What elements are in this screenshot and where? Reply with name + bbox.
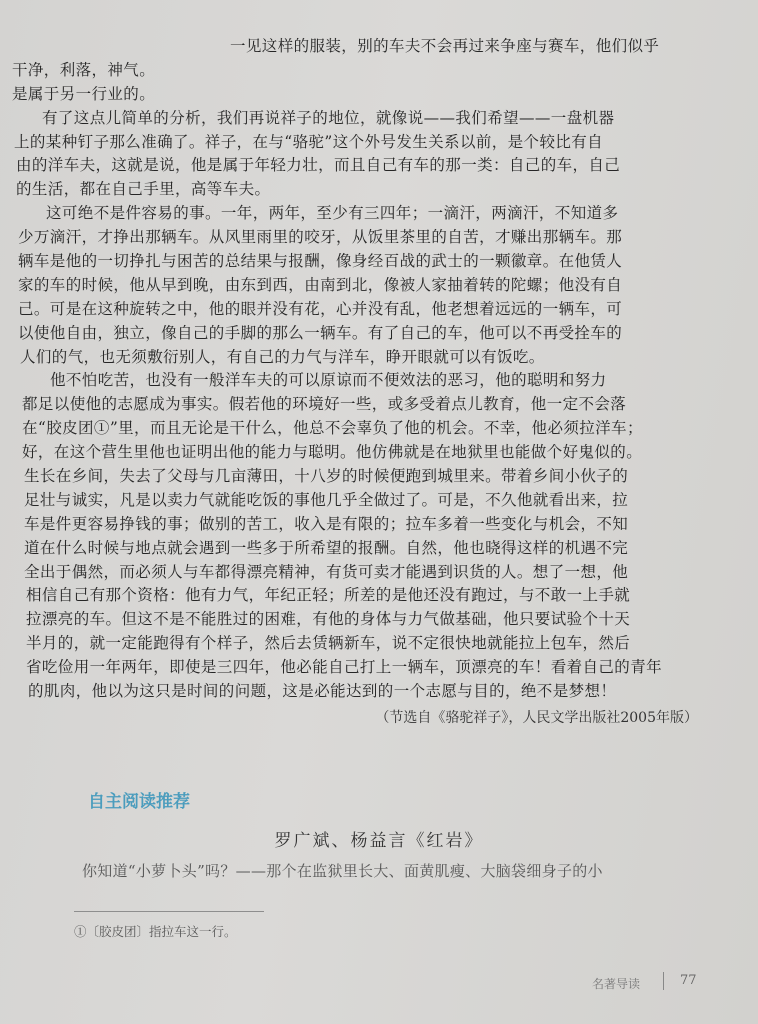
excerpt-line-15: 他不怕吃苦，也没有一般洋车夫的可以原谅而不便效法的恶习，他的聪明和努力 xyxy=(50,371,607,390)
excerpt-line-5: 上的某种钉子那么准确了。祥子，在与“骆驼”这个外号发生关系以前，是个较比有自 xyxy=(14,132,604,151)
recommendation-title: 罗广斌、杨益言《红岩》 xyxy=(274,831,484,851)
excerpt-line-19: 生长在乡间，失去了父母与几亩薄田，十八岁的时候便跑到城里来。带着乡间小伙子的 xyxy=(24,467,629,485)
excerpt-line-28: 的肌肉，他以为这只是时间的问题，这是必能达到的一个志愿与目的，绝不是梦想！ xyxy=(28,682,617,700)
footer-label: 名著导读 xyxy=(592,977,641,991)
excerpt-line-24: 相信自己有那个资格：他有力气，年纪正轻；所差的是他还没有跑过，与不敢一上手就 xyxy=(26,586,631,605)
section-heading: 自主阅读推荐 xyxy=(88,792,190,812)
excerpt-line-3: 是属于另一行业的。 xyxy=(12,84,156,103)
excerpt-line-22: 道在什么时候与地点就会遇到一些多于所希望的报酬。自然，他也晓得这样的机遇不完 xyxy=(24,538,629,557)
excerpt-line-2: 干净，利落，神气。 xyxy=(12,60,156,79)
excerpt-line-10: 辆车是他的一切挣扎与困苦的总结果与报酬，像身经百战的武士的一颗徽章。在他赁人 xyxy=(18,252,623,270)
source-note: （节选自《骆驼祥子》，人民文学出版社2005年版） xyxy=(375,710,698,726)
excerpt-line-23: 全出于偶然，而必须人与车都得漂亮精神，有货可卖才能遇到识货的人。想了一想，他 xyxy=(24,562,629,581)
excerpt-line-17: 在“胶皮团①”里，而且无论是干什么，他总不会辜负了他的机会。不幸，他必须拉洋车； xyxy=(22,419,643,438)
excerpt-line-13: 以使他自由，独立，像自己的手脚的那么一辆车。有了自己的车，他可以不再受拴车的 xyxy=(18,323,623,342)
excerpt-line-11: 家的车的时候，他从早到晚，由东到西，由南到北，像被人家抽着转的陀螺；他没有自 xyxy=(18,275,623,294)
excerpt-line-27: 省吃俭用一年两年，即使是三四年，他必能自己打上一辆车，顶漂亮的车！看着自己的青年 xyxy=(26,658,663,677)
excerpt-line-21: 车是件更容易挣钱的事；做别的苦工，收入是有限的；拉车多着一些变化与机会，不知 xyxy=(24,514,629,533)
excerpt-line-16: 都足以使他的志愿成为事实。假若他的环境好一些，或多受着点儿教育，他一定不会落 xyxy=(22,395,627,414)
excerpt-line-20: 足壮与诚实，凡是以卖力气就能吃饭的事他几乎全做过了。可是，不久他就看出来，拉 xyxy=(24,490,629,509)
footer-separator xyxy=(663,972,664,990)
excerpt-line-18: 好，在这个营生里他也证明出他的能力与聪明。他仿佛就是在地狱里也能做个好鬼似的。 xyxy=(22,443,643,462)
excerpt-line-26: 半月的，就一定能跑得有个样子，然后去赁辆新车，说不定很快地就能拉上包车，然后 xyxy=(26,634,631,653)
excerpt-line-14: 人们的气，也无须敷衍别人，有自己的力气与洋车，睁开眼就可以有饭吃。 xyxy=(20,347,545,366)
excerpt-line-12: 己。可是在这种旋转之中，他的眼并没有花，心并没有乱，他老想着远远的一辆车，可 xyxy=(18,299,623,318)
excerpt-line-8: 这可绝不是件容易的事。一年，两年，至少有三四年；一滴汗，两滴汗，不知道多 xyxy=(46,204,619,223)
footnote-divider xyxy=(74,911,264,912)
footnote: ①〔胶皮团〕指拉车这一行。 xyxy=(74,924,237,939)
recommendation-text: 你知道“小萝卜头”吗？——那个在监狱里长大、面黄肌瘦、大脑袋细身子的小 xyxy=(82,862,603,880)
excerpt-line-25: 拉漂亮的车。但这不是不能胜过的困难，有他的身体与力气做基础，他只要试验个十天 xyxy=(26,610,631,629)
excerpt-line-1: 一见这样的服装，别的车夫不会再过来争座与赛车，他们似乎 xyxy=(230,37,660,55)
page-number: 77 xyxy=(680,973,697,988)
excerpt-line-7: 的生活，都在自己手里，高等车夫。 xyxy=(16,180,271,199)
excerpt-line-9: 少万滴汗，才挣出那辆车。从风里雨里的咬牙，从饭里茶里的自苦，才赚出那辆车。那 xyxy=(18,228,623,247)
excerpt-line-6: 由的洋车夫，这就是说，他是属于年轻力壮，而且自己有车的那一类：自己的车，自己 xyxy=(16,156,621,175)
excerpt-line-4: 有了这点儿简单的分析，我们再说祥子的地位，就像说——我们希望——一盘机器 xyxy=(42,108,615,127)
